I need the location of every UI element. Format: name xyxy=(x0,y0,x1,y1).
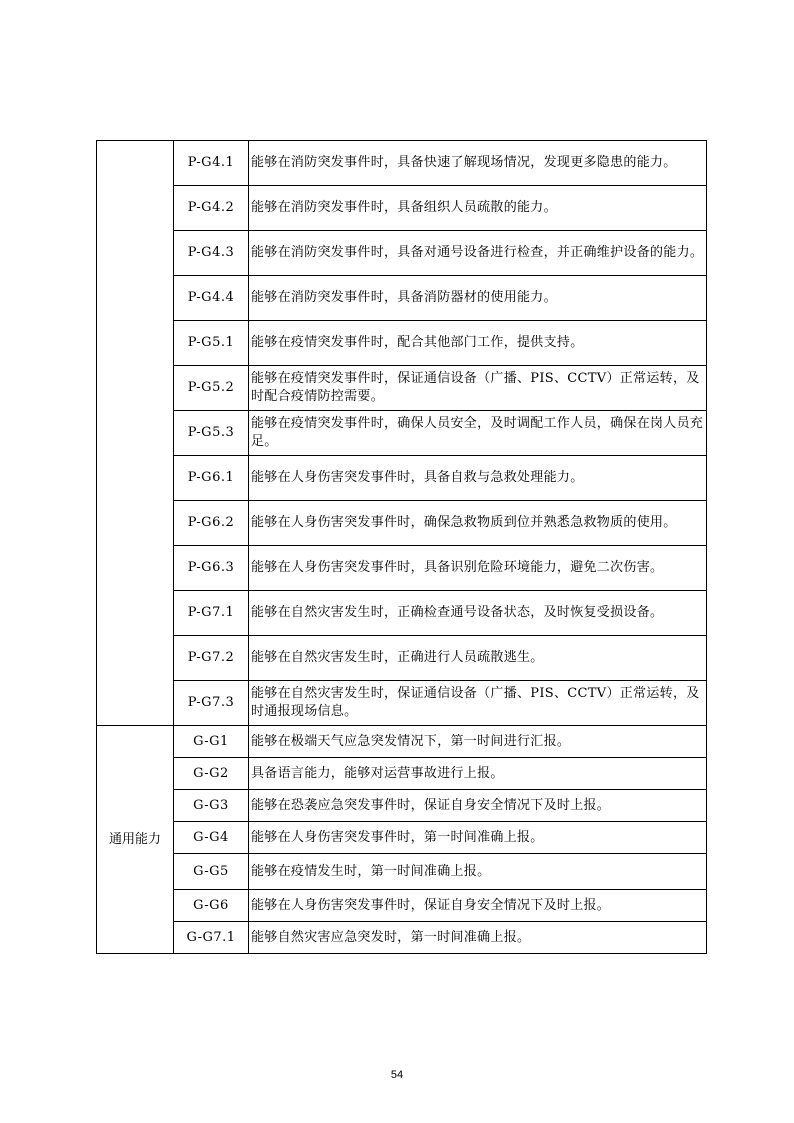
competency-table xyxy=(96,140,707,954)
table-row xyxy=(97,186,707,231)
code-cell: P-G6.3 xyxy=(174,546,249,591)
description-cell: 能够在人身伤害突发事件时，第一时间准确上报。 xyxy=(249,822,707,854)
category-cell-professional xyxy=(97,141,174,726)
description-cell: 能够在疫情发生时，第一时间准确上报。 xyxy=(249,854,707,890)
description-cell: 能够在消防突发事件时，具备组织人员疏散的能力。 xyxy=(249,186,707,231)
table-row xyxy=(97,501,707,546)
table-row xyxy=(97,726,707,758)
table-row xyxy=(97,276,707,321)
description-cell: 能够在人身伤害突发事件时，确保急救物质到位并熟悉急救物质的使用。 xyxy=(249,501,707,546)
description-cell: 能够在自然灾害发生时，正确进行人员疏散逃生。 xyxy=(249,636,707,681)
code-cell: P-G5.3 xyxy=(174,411,249,456)
code-cell: P-G4.3 xyxy=(174,231,249,276)
table-row xyxy=(97,411,707,456)
table-row xyxy=(97,890,707,922)
table-row xyxy=(97,681,707,726)
table-row xyxy=(97,758,707,790)
code-cell: P-G5.1 xyxy=(174,321,249,366)
code-cell: P-G4.1 xyxy=(174,141,249,186)
table-row xyxy=(97,854,707,890)
table-row xyxy=(97,636,707,681)
description-cell: 能够在极端天气应急突发情况下，第一时间进行汇报。 xyxy=(249,726,707,758)
page-number: 54 xyxy=(390,1069,404,1081)
description-cell: 能够在人身伤害突发事件时，具备识别危险环境能力，避免二次伤害。 xyxy=(249,546,707,591)
table-row xyxy=(97,546,707,591)
description-cell: 能够在疫情突发事件时，配合其他部门工作，提供支持。 xyxy=(249,321,707,366)
table-row xyxy=(97,366,707,411)
description-cell: 能够在自然灾害发生时，保证通信设备（广播、PIS、CCTV）正常运转，及时通报现场信息。 xyxy=(249,681,707,726)
code-cell: P-G7.3 xyxy=(174,681,249,726)
description-cell: 具备语言能力，能够对运营事故进行上报。 xyxy=(249,758,707,790)
code-cell: P-G4.2 xyxy=(174,186,249,231)
description-cell: 能够在消防突发事件时，具备快速了解现场情况，发现更多隐患的能力。 xyxy=(249,141,707,186)
description-cell: 能够自然灾害应急突发时，第一时间准确上报。 xyxy=(249,922,707,954)
code-cell: P-G6.1 xyxy=(174,456,249,501)
description-cell: 能够在恐袭应急突发事件时，保证自身安全情况下及时上报。 xyxy=(249,790,707,822)
table-row xyxy=(97,231,707,276)
description-cell: 能够在自然灾害发生时，正确检查通号设备状态，及时恢复受损设备。 xyxy=(249,591,707,636)
code-cell: P-G7.1 xyxy=(174,591,249,636)
description-cell: 能够在人身伤害突发事件时，具备自救与急救处理能力。 xyxy=(249,456,707,501)
code-cell: G-G1 xyxy=(174,726,249,758)
code-cell: G-G2 xyxy=(174,758,249,790)
description-cell: 能够在人身伤害突发事件时，保证自身安全情况下及时上报。 xyxy=(249,890,707,922)
description-cell: 能够在消防突发事件时，具备对通号设备进行检查，并正确维护设备的能力。 xyxy=(249,231,707,276)
description-cell: 能够在疫情突发事件时，确保人员安全，及时调配工作人员，确保在岗人员充足。 xyxy=(249,411,707,456)
table-row xyxy=(97,790,707,822)
code-cell: P-G7.2 xyxy=(174,636,249,681)
code-cell: P-G6.2 xyxy=(174,501,249,546)
description-cell: 能够在消防突发事件时，具备消防器材的使用能力。 xyxy=(249,276,707,321)
code-cell: P-G5.2 xyxy=(174,366,249,411)
table-row xyxy=(97,822,707,854)
table-row xyxy=(97,591,707,636)
description-cell: 能够在疫情突发事件时，保证通信设备（广播、PIS、CCTV）正常运转，及时配合疫情防控需要。 xyxy=(249,366,707,411)
code-cell: G-G6 xyxy=(174,890,249,922)
code-cell: G-G7.1 xyxy=(174,922,249,954)
code-cell: P-G4.4 xyxy=(174,276,249,321)
table-row xyxy=(97,321,707,366)
category-cell-general: 通用能力 xyxy=(97,726,174,954)
code-cell: G-G3 xyxy=(174,790,249,822)
code-cell: G-G4 xyxy=(174,822,249,854)
code-cell: G-G5 xyxy=(174,854,249,890)
table-row xyxy=(97,141,707,186)
table-row xyxy=(97,456,707,501)
table-row xyxy=(97,922,707,954)
